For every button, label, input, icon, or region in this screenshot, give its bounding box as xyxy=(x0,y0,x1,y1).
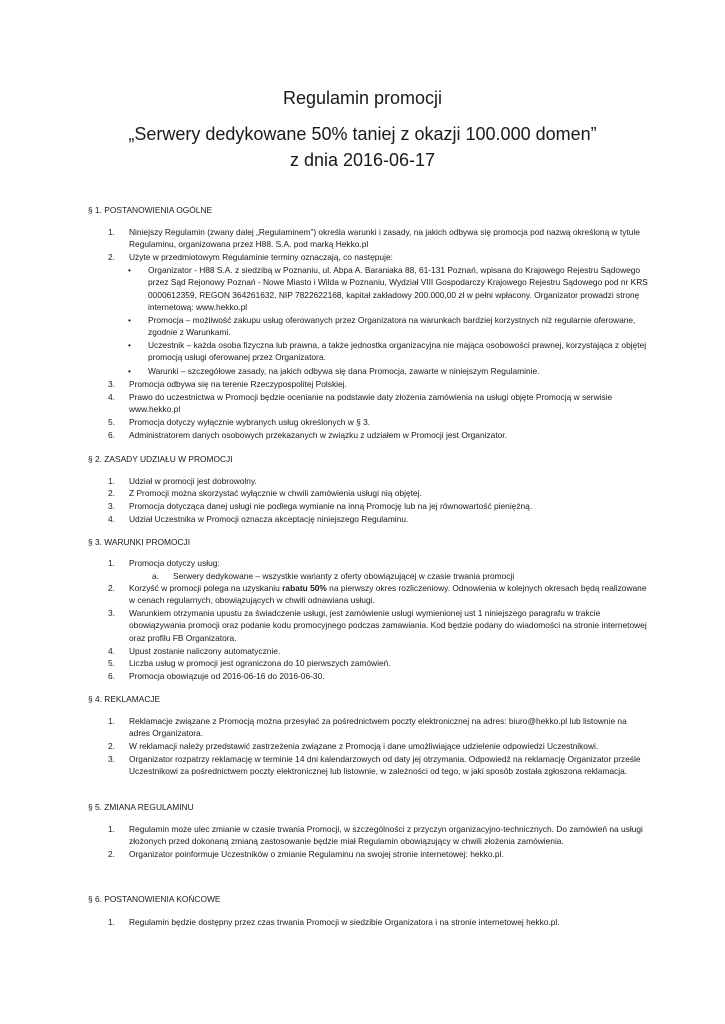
item-text: Promocja obowiązuje od 2016-06-16 do 2016-06-30. xyxy=(129,671,325,681)
item-text: Liczba usług w promocji jest ograniczona do 10 pierwszych zamówień. xyxy=(129,658,391,668)
item-text: Serwery dedykowane – wszystkie warianty z oferty obowiązującej w czasie trwania promocji xyxy=(173,571,515,581)
document-date: z dnia 2016-06-17 xyxy=(289,150,436,170)
item-text xyxy=(129,582,649,607)
item-letter: a. xyxy=(152,571,159,581)
bullet-icon: • xyxy=(128,366,131,376)
item-number: 2. xyxy=(108,583,115,593)
item-number: 6. xyxy=(108,430,115,440)
item-number: 2. xyxy=(108,488,115,498)
item-text: Regulamin będzie dostępny przez czas trwania Promocji w siedzibie Organizatora i na stronie internetowej hekko.pl. xyxy=(129,917,560,927)
item-number: 4. xyxy=(108,392,115,402)
item-text: Promocja dotyczy usług: xyxy=(129,558,220,568)
item-number: 3. xyxy=(108,501,115,511)
item-number: 1. xyxy=(108,558,115,568)
document-title: Regulamin promocji xyxy=(282,88,443,108)
item-number: 5. xyxy=(108,658,115,668)
item-text: Promocja dotycząca danej usługi nie podlega wymianie na inną Promocję lub na jej równowartość pieniężną. xyxy=(129,501,533,511)
item-text: Organizator rozpatrzy reklamację w terminie 14 dni kalendarzowych od daty jej otrzymania. Odpowiedź na reklamację Organizator prześle Uczestnikowi za pośrednictwem poczty elektronicznej lub listownie, w zależności od tego, w jaki sposób została zgłoszona reklamacja. xyxy=(129,754,641,777)
item-number: 3. xyxy=(108,754,115,764)
item-text: Regulamin może ulec zmianie w czasie trwania Promocji, w szczególności z przyczyn organizacyjno-technicznych. Do zamówień na usługi złożonych przed dokonaną zmianą zastosowanie będzie miał Regulamin obowiązujący w chwili złożenia zamówienia. xyxy=(129,824,643,847)
item-text: Promocja odbywa się na terenie Rzeczypospolitej Polskiej. xyxy=(129,379,347,389)
bullet-text: Warunki – szczegółowe zasady, na jakich odbywa się dana Promocja, zawarte w niniejszym Regulaminie. xyxy=(148,366,540,376)
item-text: Niniejszy Regulamin (zwany dalej „Regulaminem”) określa warunki i zasady, na jakich odbywa się promocja pod nazwą określoną w tytule Regulaminu, organizowana przez H88. S.A. pod marką Hekko.pl xyxy=(129,227,640,250)
item-number: 5. xyxy=(108,417,115,427)
bullet-text: Organizator - H88 S.A. z siedzibą w Poznaniu, ul. Abpa A. Baraniaka 88, 61-131 Poznań, wpisana do Krajowego Rejestru Sądowego przez Sąd Rejonowy Poznań - Nowe Miasto i Wilda w Poznaniu, Wydział VIII Gospodarczy Krajowego Rejestru Sądowego pod nr KRS 0000612359, REGON 364261632, NIP 7822622168, kapitał zakładowy 200.000,00 zł w pełni wpłacony. Organizator prowadzi stronę internetową: www.hekko.pl xyxy=(148,265,648,312)
section-heading: § 1. POSTANOWIENIA OGÓLNE xyxy=(88,205,213,215)
item-text: Administratorem danych osobowych przekazanych w związku z udziałem w Promocji jest Organizator. xyxy=(129,430,507,440)
item-text: Użyte w przedmiotowym Regulaminie terminy oznaczają, co następuje: xyxy=(129,252,393,262)
item-number: 1. xyxy=(108,716,115,726)
bullet-text: Uczestnik – każda osoba fizyczna lub prawna, a także jednostka organizacyjna nie mająca osobowości prawnej, korzystająca z objętej promocją usługi oferowanej przez Organizatora. xyxy=(148,340,647,363)
promotion-name: „Serwery dedykowane 50% taniej z okazji 100.000 domen” xyxy=(128,124,597,144)
item-number: 2. xyxy=(108,741,115,751)
item-text: Upust zostanie naliczony automatycznie. xyxy=(129,646,281,656)
item-text: Prawo do uczestnictwa w Promocji będzie ocenianie na podstawie daty złożenia zamówienia na usługi objęte Promocją w serwisie www.hekko.pl xyxy=(129,392,613,415)
item-number: 1. xyxy=(108,917,115,927)
item-number: 1. xyxy=(108,824,115,834)
discount-highlight: rabatu 50% xyxy=(282,583,327,593)
section-heading: § 2. ZASADY UDZIAŁU W PROMOCJI xyxy=(88,454,233,464)
section-heading: § 3. WARUNKI PROMOCJI xyxy=(88,537,191,547)
item-text: Organizator poinformuje Uczestników o zmianie Regulaminu na swojej stronie internetowej: hekko.pl. xyxy=(129,849,504,859)
item-number: 4. xyxy=(108,646,115,656)
section-heading: § 4. REKLAMACJE xyxy=(88,694,161,704)
item-number: 3. xyxy=(108,608,115,618)
bullet-text: Promocja – możliwość zakupu usług oferowanych przez Organizatora na warunkach bardziej korzystnych niż regularnie oferowane, zgodnie z Warunkami. xyxy=(148,315,636,338)
item-text: Udział w promocji jest dobrowolny. xyxy=(129,476,257,486)
item-text: Udział Uczestnika w Promocji oznacza akceptację niniejszego Regulaminu. xyxy=(129,514,409,524)
item-text: Z Promocji można skorzystać wyłącznie w chwili zamówienia usługi nią objętej. xyxy=(129,488,422,498)
section-heading: § 5. ZMIANA REGULAMINU xyxy=(88,802,194,812)
item-text: Promocja dotyczy wyłącznie wybranych usług określonych w § 3. xyxy=(129,417,371,427)
item-number: 6. xyxy=(108,671,115,681)
bullet-icon: • xyxy=(128,315,131,325)
item-number: 4. xyxy=(108,514,115,524)
bullet-icon: • xyxy=(128,340,131,350)
item-text-part: Korzyść w promocji polega na uzyskaniu xyxy=(129,583,283,593)
item-number: 2. xyxy=(108,252,115,262)
section-heading: § 6. POSTANOWIENIA KOŃCOWE xyxy=(88,894,221,904)
item-text: W reklamacji należy przedstawić zastrzeżenia związane z Promocją i dane umożliwiające udzielenie odpowiedzi Uczestnikowi. xyxy=(129,741,599,751)
item-number: 1. xyxy=(108,476,115,486)
item-number: 3. xyxy=(108,379,115,389)
item-number: 1. xyxy=(108,227,115,237)
item-text: Warunkiem otrzymania upustu za świadczenie usługi, jest zamówienie usługi wymienionej ust 1 niniejszego paragrafu w trakcie obowiązywania promocji oraz podanie kodu promocyjnego podczas zamawiania. Kod będzie podany do wiadomości na stronie internetowej oraz profilu FB Organizatora. xyxy=(129,608,647,643)
bullet-icon: • xyxy=(128,265,131,275)
item-text: Reklamacje związane z Promocją można przesyłać za pośrednictwem poczty elektronicznej na adres: biuro@hekko.pl lub listownie na adres Organizatora. xyxy=(129,716,627,739)
item-text-part: na pierwszy okres rozliczeniowy. Odnowienia w kolejnych okresach będą realizowane w cenach regularnych, obowiązujących w chwili odnawiana usługi. xyxy=(129,583,647,606)
item-number: 2. xyxy=(108,849,115,859)
